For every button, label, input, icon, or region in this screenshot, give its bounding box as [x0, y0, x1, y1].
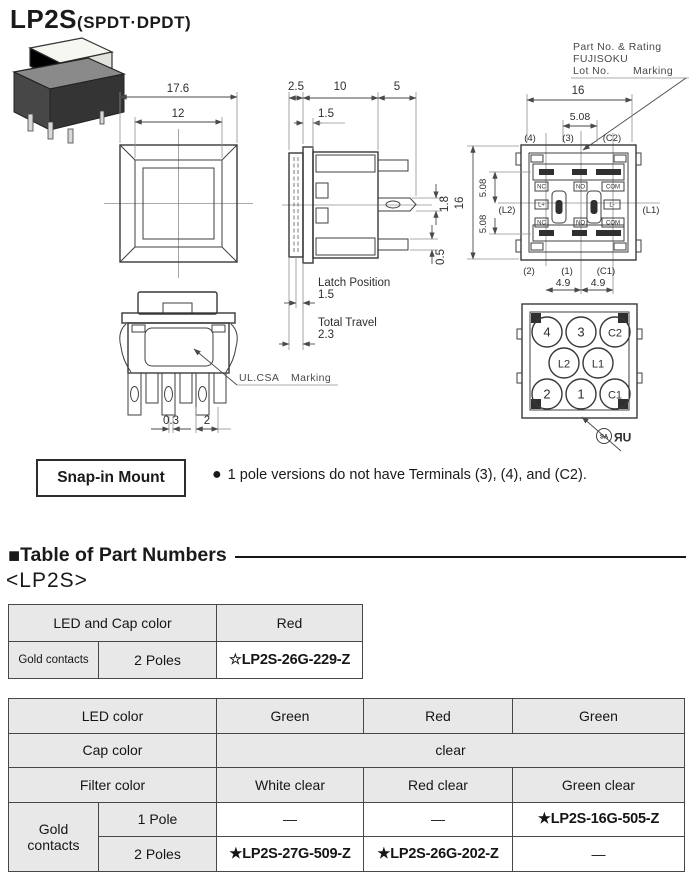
led-color-1: Green [217, 699, 364, 734]
led-color-header: LED color [9, 699, 217, 734]
snap-in-mount-box [36, 459, 186, 497]
top-view-drawing [454, 41, 689, 294]
marking-note-line4: Marking [633, 65, 674, 77]
cap-width-dim: 12 [171, 108, 185, 120]
terminal-3-label: (3) [562, 133, 574, 144]
table-row [9, 642, 363, 679]
color-red-header: Red [217, 605, 363, 642]
ul-csa-marking-label: Marking [291, 372, 332, 384]
led1-terminal-label: (L1) [642, 205, 660, 216]
cap-color-header: Cap color [9, 733, 217, 768]
part-number-cell: — [364, 802, 513, 837]
one-pole-cell: 1 Pole [99, 802, 217, 837]
led-color-3: Green [513, 699, 685, 734]
terminal-c2-label: (C2) [602, 133, 622, 144]
marking-note-line3: Lot No. [573, 65, 610, 77]
gold-contacts-cell: Gold contacts [9, 642, 99, 679]
row-pitch-dim-a: 5.08 [478, 178, 489, 198]
pole-note-text: 1 pole versions do not have Terminals (3), (4), and (C2). [227, 467, 587, 483]
ul-csa-label: UL.CSA [239, 372, 280, 384]
total-travel-label: Total Travel [318, 317, 377, 329]
table-row [9, 605, 363, 642]
filter-color-header: Filter color [9, 768, 217, 803]
part-number-cell: ☆LP2S-26G-229-Z [217, 642, 363, 679]
contact-no-bottom-label: NO [576, 220, 585, 227]
terminal-layout-drawing [517, 304, 642, 451]
bottom-pitch-dim-a: 4.9 [555, 277, 571, 289]
front-view-terminals-drawing [120, 292, 338, 433]
marking-note-line2: FUJISOKU [573, 53, 629, 65]
table-row [9, 837, 685, 872]
section-heading [8, 544, 686, 567]
marking-note-line1: Part No. & Rating [573, 41, 662, 53]
section-rule [235, 556, 686, 558]
terminal-length-dim: 5 [393, 81, 401, 93]
terminal-4-label: (4) [524, 133, 536, 144]
contact-com-bottom-label: COM [606, 220, 620, 227]
product-name: LP2S [10, 4, 78, 34]
table-row [9, 733, 685, 768]
gold-contacts-group-cell: Gold contacts [9, 802, 99, 871]
pin-4: 4 [543, 324, 551, 340]
part-number-cell: ★LP2S-27G-509-Z [217, 837, 364, 872]
pin-l1: L1 [591, 358, 605, 371]
cap-color-value: clear [217, 733, 685, 768]
part-number-cell: — [217, 802, 364, 837]
pin-2: 2 [543, 386, 551, 402]
section-title: Table of Part Numbers [20, 544, 227, 566]
bottom-pitch-dim-b: 4.9 [590, 277, 606, 289]
front-width-dim: 17.6 [166, 83, 190, 95]
led2-terminal-label: (L2) [498, 205, 516, 216]
contact-nc-bottom-label: NC [537, 220, 546, 227]
pole-note [212, 467, 587, 483]
led-minus-label: L- [609, 202, 615, 209]
part-number-cell: ★LP2S-26G-202-Z [364, 837, 513, 872]
table-row [9, 768, 685, 803]
filter-color-2: Red clear [364, 768, 513, 803]
terminal-c1-label: (C1) [596, 266, 616, 277]
terminal-gap-dim: 0.3 [163, 415, 179, 427]
contact-com-top-label: COM [606, 184, 620, 191]
top-pitch-dim: 5.08 [569, 111, 591, 123]
led-plus-label: L+ [538, 202, 545, 209]
led-cap-color-header: LED and Cap color [9, 605, 217, 642]
front-view-drawing [104, 83, 253, 278]
part-number-table-red [8, 604, 363, 679]
contact-nc-top-label: NC [537, 184, 546, 191]
series-subheading: <LP2S> [6, 569, 88, 592]
product-photo-3d [14, 38, 124, 143]
bullet-icon: ● [212, 466, 222, 483]
pin-3: 3 [577, 324, 585, 340]
total-travel-value: 2.3 [318, 329, 334, 341]
terminal-2-label: (2) [523, 266, 535, 277]
product-type: (SPDT·DPDT) [77, 13, 192, 32]
terminal-width-bottom-dim: 2 [203, 415, 211, 427]
side-view-drawing [279, 81, 451, 350]
latch-position-value: 1.5 [318, 289, 334, 301]
row-pitch-dim-b: 5.08 [478, 214, 489, 234]
part-number-cell: ★LP2S-16G-505-Z [513, 802, 685, 837]
terminal-1-label: (1) [561, 266, 573, 277]
table-row [9, 699, 685, 734]
part-number-cell: — [513, 837, 685, 872]
csa-mark-icon [597, 429, 612, 444]
svg-text:SA: SA [599, 434, 609, 441]
pin-c2: C2 [607, 327, 623, 340]
terminal-thickness-dim: 0.5 [435, 249, 447, 265]
ul-recognized-mark-icon: ЯU [614, 430, 632, 445]
pin-1: 1 [577, 386, 585, 402]
latch-position-label: Latch Position [318, 277, 391, 289]
table-row [9, 802, 685, 837]
snap-in-mount-label: Snap-in Mount [57, 469, 165, 486]
led-color-2: Red [364, 699, 513, 734]
pin-l2: L2 [557, 358, 571, 371]
top-width-dim: 16 [571, 85, 585, 97]
flange-thickness-dim: 1.5 [318, 108, 334, 120]
two-poles-cell: 2 Poles [99, 837, 217, 872]
pin-c1: C1 [607, 389, 623, 402]
body-depth-dim: 10 [333, 81, 347, 93]
poles-cell: 2 Poles [99, 642, 217, 679]
part-number-table-clear [8, 698, 685, 872]
terminal-width-dim: 1.8 [439, 196, 451, 212]
bezel-depth-dim: 2.5 [288, 81, 304, 93]
top-height-dim: 16 [454, 196, 466, 210]
section-marker-icon: ■ [8, 544, 21, 567]
filter-color-3: Green clear [513, 768, 685, 803]
filter-color-1: White clear [217, 768, 364, 803]
contact-no-top-label: NO [576, 184, 585, 191]
